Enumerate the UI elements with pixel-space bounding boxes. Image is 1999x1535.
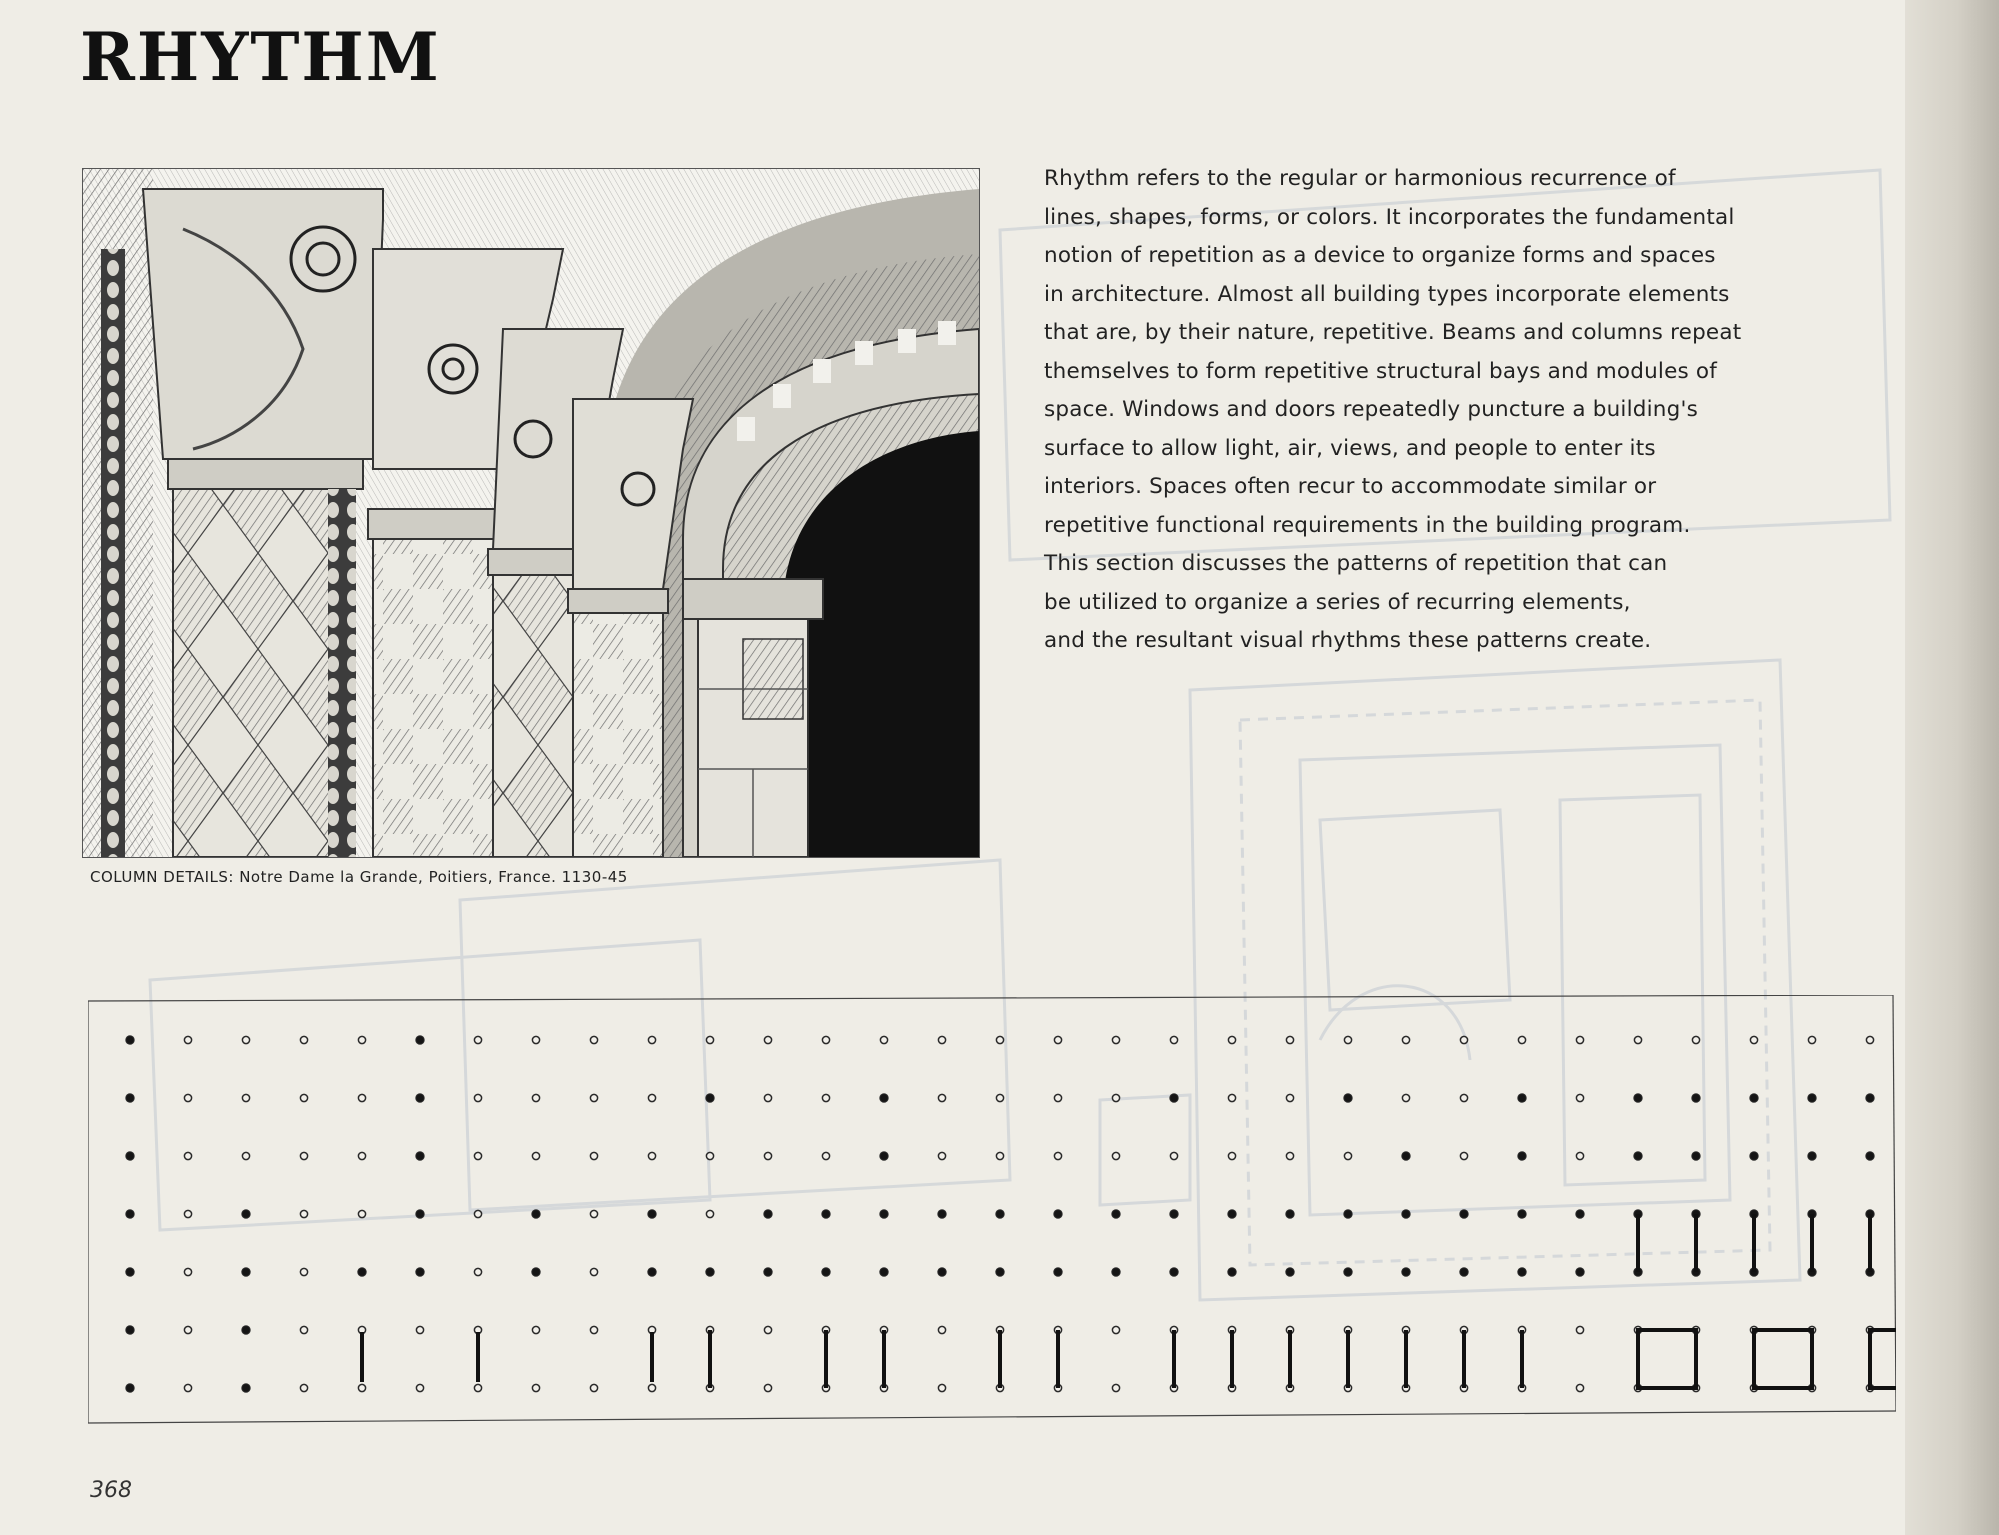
open-dot (764, 1152, 771, 1159)
open-dot (1112, 1152, 1119, 1159)
open-dot (242, 1036, 249, 1043)
filled-dot (1286, 1268, 1294, 1276)
body-line: surface to allow light, air, views, and people to enter its (1044, 435, 1656, 461)
open-dot (764, 1036, 771, 1043)
open-dot (300, 1210, 307, 1217)
open-dot (1402, 1036, 1409, 1043)
filled-dot (1170, 1210, 1178, 1218)
body-paragraph (1044, 160, 1839, 661)
filled-dot (1344, 1094, 1352, 1102)
open-dot (706, 1210, 713, 1217)
open-dot (1228, 1036, 1235, 1043)
filled-dot (1286, 1210, 1294, 1218)
filled-dot (880, 1094, 888, 1102)
illustration-caption: COLUMN DETAILS: Notre Dame la Grande, Poitiers, France. 1130-45 (90, 868, 628, 886)
open-dot (938, 1036, 945, 1043)
open-dot (648, 1036, 655, 1043)
filled-dot (126, 1152, 134, 1160)
open-dot (1576, 1094, 1583, 1101)
open-dot (938, 1326, 945, 1333)
body-line: be utilized to organize a series of recurring elements, (1044, 589, 1631, 615)
open-dot (764, 1384, 771, 1391)
filled-dot (996, 1268, 1004, 1276)
open-dot (1054, 1036, 1061, 1043)
filled-dot (1866, 1094, 1874, 1102)
open-dot (648, 1152, 655, 1159)
filled-dot (1750, 1094, 1758, 1102)
filled-dot (648, 1268, 656, 1276)
open-dot (706, 1152, 713, 1159)
filled-dot (938, 1210, 946, 1218)
filled-dot (822, 1210, 830, 1218)
sketch-drawing (83, 169, 979, 857)
open-dot (1576, 1152, 1583, 1159)
open-dot (590, 1326, 597, 1333)
body-line: and the resultant visual rhythms these patterns create. (1044, 628, 1652, 653)
filled-dot (126, 1210, 134, 1218)
open-dot (1112, 1036, 1119, 1043)
filled-dot (416, 1152, 424, 1160)
filled-dot (126, 1326, 134, 1334)
open-dot (822, 1036, 829, 1043)
open-dot (590, 1384, 597, 1391)
open-dot (416, 1384, 423, 1391)
open-dot (1344, 1152, 1351, 1159)
filled-dot (1808, 1152, 1816, 1160)
filled-dot (126, 1036, 134, 1044)
open-dot (880, 1036, 887, 1043)
open-dot (358, 1152, 365, 1159)
open-dot (590, 1094, 597, 1101)
open-dot (1054, 1094, 1061, 1101)
open-dot (1576, 1384, 1583, 1391)
open-dot (1228, 1152, 1235, 1159)
diagram-frame (88, 995, 1896, 1423)
filled-dot (126, 1268, 134, 1276)
filled-dot (1228, 1268, 1236, 1276)
body-line: lines, shapes, forms, or colors. It incorporates the fundamental (1044, 204, 1735, 230)
open-dot (300, 1152, 307, 1159)
open-dot (416, 1326, 423, 1333)
filled-dot (880, 1210, 888, 1218)
filled-dot (416, 1094, 424, 1102)
open-dot (764, 1094, 771, 1101)
filled-dot (1692, 1094, 1700, 1102)
filled-dot (416, 1210, 424, 1218)
open-dot (822, 1094, 829, 1101)
open-dot (1460, 1036, 1467, 1043)
filled-dot (764, 1210, 772, 1218)
filled-dot (532, 1268, 540, 1276)
filled-dot (1112, 1268, 1120, 1276)
body-line: space. Windows and doors repeatedly puncture a building's (1044, 397, 1698, 422)
open-dot (1460, 1152, 1467, 1159)
open-dot (648, 1094, 655, 1101)
open-dot (1112, 1094, 1119, 1101)
open-dot (300, 1326, 307, 1333)
open-dot (1634, 1036, 1641, 1043)
open-dot (1750, 1036, 1757, 1043)
open-dot (1692, 1036, 1699, 1043)
square-frame (1754, 1330, 1812, 1388)
column-details-illustration (82, 168, 980, 858)
open-dot (1286, 1094, 1293, 1101)
body-line: Rhythm refers to the regular or harmonious recurrence of (1044, 166, 1676, 191)
open-dot (648, 1384, 655, 1391)
open-dot (764, 1326, 771, 1333)
body-line: notion of repetition as a device to organize forms and spaces (1044, 243, 1716, 268)
open-dot (184, 1210, 191, 1217)
filled-dot (822, 1268, 830, 1276)
filled-dot (1112, 1210, 1120, 1218)
filled-dot (880, 1268, 888, 1276)
open-dot (822, 1152, 829, 1159)
open-dot (1112, 1384, 1119, 1391)
open-dot (474, 1036, 481, 1043)
filled-dot (1576, 1210, 1584, 1218)
open-dot (590, 1036, 597, 1043)
open-dot (358, 1094, 365, 1101)
open-dot (532, 1384, 539, 1391)
body-line: that are, by their nature, repetitive. Beams and columns repeat (1044, 320, 1742, 345)
filled-dot (242, 1384, 250, 1392)
open-dot (184, 1384, 191, 1391)
open-dot (474, 1210, 481, 1217)
filled-dot (1344, 1210, 1352, 1218)
filled-dot (1170, 1094, 1178, 1102)
filled-dot (880, 1152, 888, 1160)
filled-dot (1576, 1268, 1584, 1276)
filled-dot (1344, 1268, 1352, 1276)
filled-dot (1634, 1152, 1642, 1160)
filled-dot (358, 1268, 366, 1276)
filled-dot (1402, 1210, 1410, 1218)
filled-dot (1054, 1268, 1062, 1276)
open-dot (1866, 1036, 1873, 1043)
open-dot (532, 1152, 539, 1159)
body-line: This section discusses the patterns of repetition that can (1044, 551, 1668, 576)
filled-dot (1634, 1094, 1642, 1102)
open-dot (1286, 1036, 1293, 1043)
open-dot (706, 1036, 713, 1043)
open-dot (1170, 1036, 1177, 1043)
filled-dot (242, 1210, 250, 1218)
open-dot (300, 1384, 307, 1391)
filled-dot (938, 1268, 946, 1276)
filled-dot (1518, 1152, 1526, 1160)
open-dot (300, 1036, 307, 1043)
square-frame (1638, 1330, 1696, 1388)
filled-dot (1808, 1094, 1816, 1102)
filled-dot (126, 1094, 134, 1102)
open-dot (474, 1152, 481, 1159)
open-dot (532, 1326, 539, 1333)
filled-dot (1460, 1268, 1468, 1276)
open-dot (242, 1094, 249, 1101)
open-dot (1576, 1036, 1583, 1043)
filled-dot (1170, 1268, 1178, 1276)
open-dot (996, 1152, 1003, 1159)
open-dot (938, 1384, 945, 1391)
filled-dot (242, 1268, 250, 1276)
open-dot (358, 1210, 365, 1217)
filled-dot (416, 1268, 424, 1276)
open-dot (184, 1036, 191, 1043)
open-dot (1112, 1326, 1119, 1333)
page-title: RHYTHM (80, 18, 441, 96)
filled-dot (706, 1268, 714, 1276)
open-dot (242, 1152, 249, 1159)
filled-dot (1518, 1268, 1526, 1276)
open-dot (532, 1036, 539, 1043)
page-number: 368 (90, 1478, 132, 1503)
body-line: in architecture. Almost all building types incorporate elements (1044, 281, 1730, 307)
open-dot (474, 1268, 481, 1275)
open-dot (184, 1326, 191, 1333)
open-dot (184, 1152, 191, 1159)
open-dot (474, 1384, 481, 1391)
filled-dot (764, 1268, 772, 1276)
open-dot (938, 1094, 945, 1101)
book-spine-shadow (1905, 0, 1999, 1535)
open-dot (1808, 1036, 1815, 1043)
open-dot (1576, 1326, 1583, 1333)
filled-dot (1692, 1152, 1700, 1160)
body-line: themselves to form repetitive structural bays and modules of (1044, 358, 1718, 384)
open-dot (358, 1384, 365, 1391)
open-dot (1460, 1094, 1467, 1101)
open-dot (996, 1036, 1003, 1043)
filled-dot (1402, 1268, 1410, 1276)
open-dot (184, 1094, 191, 1101)
body-line: repetitive functional requirements in the building program. (1044, 512, 1691, 538)
filled-dot (648, 1210, 656, 1218)
open-dot (358, 1036, 365, 1043)
filled-dot (996, 1210, 1004, 1218)
open-dot (532, 1094, 539, 1101)
open-dot (938, 1152, 945, 1159)
open-dot (184, 1268, 191, 1275)
rhythm-dot-diagram (88, 995, 1896, 1425)
filled-dot (1460, 1210, 1468, 1218)
filled-dot (1054, 1210, 1062, 1218)
square-frame (1870, 1330, 1896, 1388)
open-dot (300, 1094, 307, 1101)
open-dot (590, 1210, 597, 1217)
filled-dot (706, 1094, 714, 1102)
open-dot (1402, 1094, 1409, 1101)
open-dot (1286, 1152, 1293, 1159)
open-dot (1170, 1152, 1177, 1159)
open-dot (1344, 1036, 1351, 1043)
body-line: interiors. Spaces often recur to accommodate similar or (1044, 474, 1657, 499)
filled-dot (532, 1210, 540, 1218)
filled-dot (1402, 1152, 1410, 1160)
open-dot (1228, 1094, 1235, 1101)
open-dot (1518, 1036, 1525, 1043)
filled-dot (126, 1384, 134, 1392)
open-dot (474, 1094, 481, 1101)
filled-dot (1866, 1152, 1874, 1160)
open-dot (590, 1268, 597, 1275)
open-dot (1054, 1152, 1061, 1159)
filled-dot (242, 1326, 250, 1334)
open-dot (590, 1152, 597, 1159)
filled-dot (416, 1036, 424, 1044)
filled-dot (1518, 1210, 1526, 1218)
filled-dot (1228, 1210, 1236, 1218)
filled-dot (1750, 1152, 1758, 1160)
open-dot (996, 1094, 1003, 1101)
open-dot (300, 1268, 307, 1275)
filled-dot (1518, 1094, 1526, 1102)
